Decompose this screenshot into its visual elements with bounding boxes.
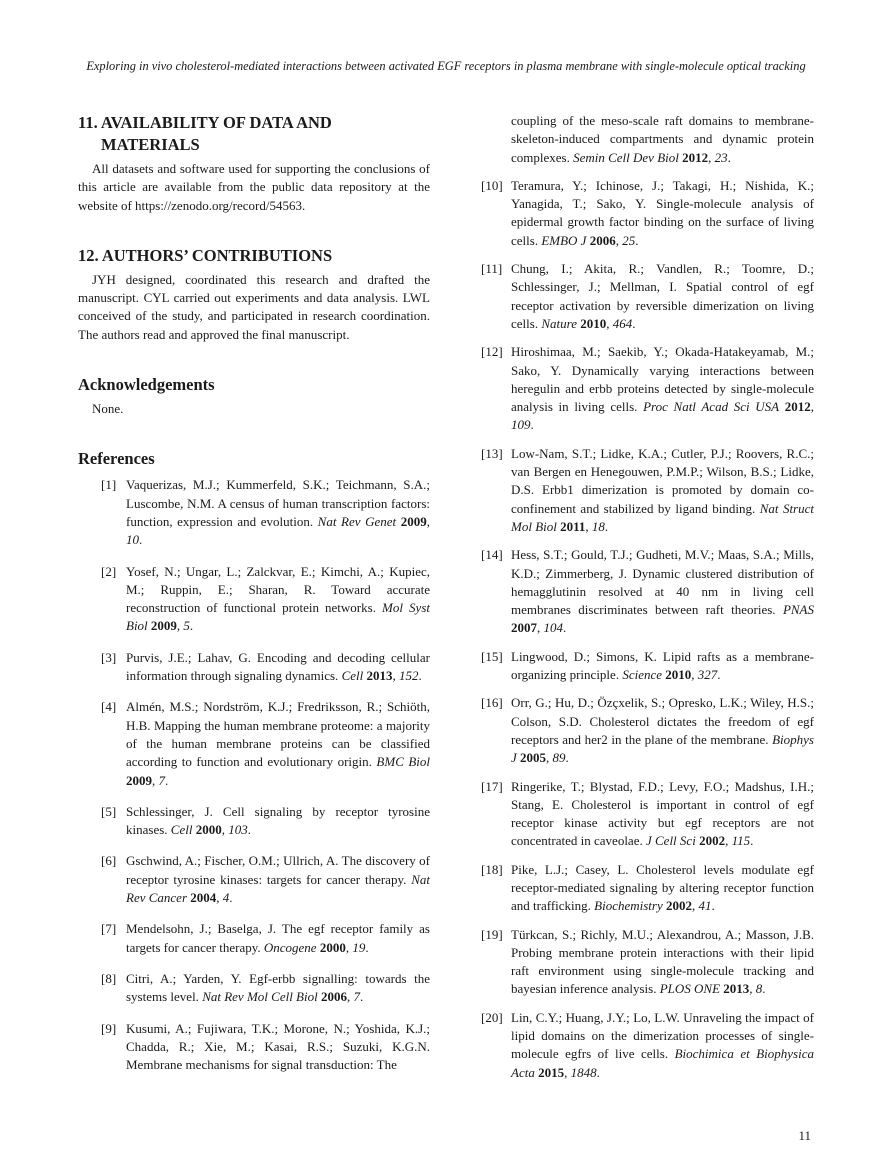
reference-volume: 152 [398,668,419,684]
reference-text: Ringerike, T.; Blystad, F.D.; Levy, F.O.; Madshus, I.H.; Stang, E. Cholesterol is important in control of egf receptor kinase activity but egf receptors are not concentrated in caveolae. [511,778,814,849]
reference-journal: Biochimica et Biophysica Acta [511,1046,814,1080]
reference-volume: 5 [183,618,190,634]
reference-number: [18] [481,861,503,877]
reference-number: [3] [101,649,117,665]
reference-journal: Nat Rev Cancer [126,871,431,906]
reference-text: Hiroshimaa, M.; Saekib, Y.; Okada-Hatakeyamab, M.; Sako, Y. Dynamically varying interactions between heregulin and erbb proteins detected by single-molecule analysis in living cells. [511,344,814,415]
reference-continuation: coupling of the meso-scale raft domains to membrane-skeleton-induced compartments and dynamic protein complexes. Semin Cell Dev Biol 2012, 23. [511,113,814,165]
reference-text: Low-Nam, S.T.; Lidke, K.A.; Cutler, P.J.; Roovers, R.C.; van Bergen en Henegouwen, P.M.P.; Wilson, B.S.; Lidke, D.S. Erbb1 dimerization is promoted by domain co-confinement and stabilized by ligand binding. [511,445,814,516]
reference-number: [8] [101,970,117,986]
references-list-right [481,177,814,1082]
reference-year: 2000 [319,939,346,955]
reference-text: Citri, A.; Yarden, Y. Egf-erbb signalling: towards the systems level. [126,970,430,1005]
reference-journal: Science [622,667,663,683]
reference-number: [2] [101,563,117,579]
reference-item [78,1020,430,1075]
reference-text: Gschwind, A.; Fischer, O.M.; Ullrich, A. The discovery of receptor tyrosine kinases: targets for cancer therapy. [126,853,430,887]
reference-item: [13] Low-Nam, S.T.; Lidke, K.A.; Cutler, P.J.; Roovers, R.C.; van Bergen en Henegouwen, P.M.P.; Wilson, B.S.; Lidke, D.S. Erbb1 dimerization is promoted by domain co-confinement and stabilized by ligand binding. Nat Struct Mol Biol 2011, 18. [481,445,815,534]
reference-year: 2000 [195,822,222,838]
reference-year: 2002 [699,833,726,849]
reference-volume: 4 [222,890,230,906]
reference-text: Orr, G.; Hu, D.; Özçxelik, S.; Opresko, L.K.; Wiley, H.S.; Colson, S.D. Cholesterol dictates the freedom of egf receptors and her2 in the plane of the membrane. [511,695,814,747]
reference-journal: Nat Rev Mol Cell Biol [202,989,318,1005]
reference-item: [17] Ringerike, T.; Blystad, F.D.; Levy, F.O.; Madshus, I.H.; Stang, E. Cholesterol is important in control of egf receptor kinase activity but egf receptors are not concentrated in caveolae. J Cell Sci 2002, 115. [481,778,814,849]
reference-year: 2006 [320,989,347,1005]
reference-year: 2002 [666,898,692,914]
reference-text: Kusumi, A.; Fujiwara, T.K.; Morone, N.; Yoshida, K.J.; Chadda, R.; Xie, M.; Kasai, R.S.; Suzuki, K.G.N. Membrane mechanisms for signal transduction: The [126,1020,430,1073]
reference-item: [16] Orr, G.; Hu, D.; Özçxelik, S.; Opresko, L.K.; Wiley, H.S.; Colson, S.D. Cholesterol dictates the freedom of egf receptors and her2 in the plane of the membrane. Biophys J 2005, 89. [481,695,814,766]
reference-item: [14] Hess, S.T.; Gould, T.J.; Gudheti, M.V.; Maas, S.A.; Mills, K.D.; Zimmerberg, J. Dynamic clustered distribution of hemagglutinin resolved at 40 nm in living cell membranes discriminates between raft theories. PNAS 2007, 104. [481,547,814,636]
reference-number: [19] [481,926,503,942]
reference-text: Hess, S.T.; Gould, T.J.; Gudheti, M.V.; Maas, S.A.; Mills, K.D.; Zimmerberg, J. Dynamic clustered distribution of hemagglutinin resolved at 40 nm in living cell membranes discriminates between raft theories. [511,547,814,618]
reference-volume: 103 [228,822,248,838]
reference-text: Teramura, Y.; Ichinose, J.; Takagi, H.; Nishida, K.; Yanagida, T.; Sako, Y. Single-molecule analysis of epidermal growth factor binding on the surface of living cells. [511,177,814,248]
reference-number: [1] [101,477,117,493]
reference-number: [20] [481,1009,503,1025]
references-list-left [78,476,430,1074]
reference-volume: 104 [543,620,563,636]
reference-journal: Cell [341,668,364,684]
reference-volume: 25 [622,232,636,248]
page-number: 11 [798,1128,811,1143]
section-title-acknowledgements: Acknowledgements [78,375,215,395]
reference-volume: 464 [612,315,633,331]
reference-item: [8] Citri, A.; Yarden, Y. Egf-erbb signalling: towards the systems level. Nat Rev Mol Cell Biol 2006, 7. [101,970,430,1005]
reference-year: 2010 [665,667,692,683]
reference-volume: 41 [698,898,712,914]
reference-text: Schlessinger, J. Cell signaling by receptor tyrosine kinases. [126,803,430,838]
reference-number: [6] [101,853,117,869]
reference-volume: 10 [126,532,139,548]
reference-year: 2010 [580,315,607,331]
reference-volume: 8 [755,981,763,997]
section-title-availability: 11. AVAILABILITY OF DATA AND MATERIALS [78,113,332,154]
reference-item: [5] Schlessinger, J. Cell signaling by receptor tyrosine kinases. Cell 2000, 103. [101,803,430,838]
reference-volume: 19 [352,939,366,955]
reference-volume: 327 [697,667,718,683]
reference-journal: EMBO J [541,232,587,248]
reference-item: [10] Teramura, Y.; Ichinose, J.; Takagi, H.; Nishida, K.; Yanagida, T.; Sako, Y. Single-molecule analysis of epidermal growth factor binding on the surface of living cells. EMBO J 2006, 25. [481,177,814,248]
reference-text: Vaquerizas, M.J.; Kummerfeld, S.K.; Teichmann, S.A.; Luscombe, N.M. A census of human transcription factors: function, expression and evolution. [126,477,430,529]
reference-item: [19] Türkcan, S.; Richly, M.U.; Alexandrou, A.; Masson, J.B. Probing membrane protein interactions with their lipid raft environment using single-molecule tracking and bayesian inference analysis. PLOS ONE 2013, 8. [481,926,814,997]
reference-number: [17] [481,778,503,794]
reference-journal: Semin Cell Dev Biol [573,149,679,165]
reference-journal: Biochemistry [594,898,663,914]
reference-text: Lin, C.Y.; Huang, J.Y.; Lo, L.W. Unraveling the impact of lipid domains on the dimerization processes of single-molecule egfrs of live cells. [511,1009,814,1062]
reference-item: [11] Chung, I.; Akita, R.; Vandlen, R.; Toomre, D.; Schlessinger, J.; Mellman, I. Spatial control of egf receptor activation by reversible dimerization on living cells. Nature 2010, 464. [481,261,814,331]
reference-volume: 18 [591,518,605,534]
reference-item: [15] Lingwood, D.; Simons, K. Lipid rafts as a membrane-organizing principle. Science 2010, 327. [481,648,814,683]
reference-text: Almén, M.S.; Nordström, K.J.; Fredriksson, R.; Schiöth, H.B. Mapping the human membrane proteome: a majority of the human membrane proteins can be classified according to function and evolutionary origin. [126,699,430,770]
reference-item: [4] Almén, M.S.; Nordström, K.J.; Fredriksson, R.; Schiöth, H.B. Mapping the human membrane proteome: a majority of the human membrane proteins can be classified according to function and evolutionary origin. BMC Biol 2009, 7. [101,699,431,788]
reference-year: 2013 [723,981,750,997]
reference-journal: Nat Struct Mol Biol [511,500,815,534]
reference-text: Chung, I.; Akita, R.; Vandlen, R.; Toomre, D.; Schlessinger, J.; Mellman, I. Spatial control of egf receptor activation by reversible dimerization on living cells. [511,261,814,331]
reference-journal: Nature [541,315,577,331]
reference-year: 2007 [511,620,537,636]
reference-year: 2004 [190,890,217,906]
reference-journal: Proc Natl Acad Sci USA [643,399,780,415]
reference-number: [12] [481,344,503,360]
reference-volume: 7 [353,989,360,1005]
reference-year: 2009 [400,513,427,529]
reference-text: Lingwood, D.; Simons, K. Lipid rafts as a membrane-organizing principle. [511,648,814,683]
reference-text: Yosef, N.; Ungar, L.; Zalckvar, E.; Kimchi, A.; Kupiec, M.; Ruppin, E.; Sharan, R. Toward accurate reconstruction of functional protein networks. [126,563,430,616]
reference-text: Mendelsohn, J.; Baselga, J. The egf receptor family as targets for cancer therapy. [126,921,430,955]
section-title-contributions: 12. AUTHORS’ CONTRIBUTIONS [78,245,333,265]
acknowledgements-paragraph: None. [92,401,124,417]
reference-volume: 23 [714,149,728,165]
reference-journal: Oncogene [263,939,317,955]
reference-year: 2005 [520,750,547,766]
reference-number: [5] [101,803,117,819]
reference-journal: Cell [170,822,193,838]
reference-text: coupling of the meso-scale raft domains to membrane-skeleton-induced compartments and dynamic protein complexes. [511,113,814,165]
running-header: Exploring in vivo cholesterol-mediated interactions between activated EGF receptors in plasma membrane with single-molecule optical tracking [86,59,806,73]
reference-item: [7] Mendelsohn, J.; Baselga, J. The egf receptor family as targets for cancer therapy. Oncogene 2000, 19. [101,921,430,955]
reference-number: [4] [101,699,117,715]
contributions-paragraph: JYH designed, coordinated this research and drafted the manuscript. CYL carried out experiments and data analysis. LWL conceived of the study, and participated in research coordination. The authors read and approved the final manuscript. [78,271,430,342]
reference-year: 2009 [150,618,177,634]
reference-text: Purvis, J.E.; Lahav, G. Encoding and decoding cellular information through signaling dynamics. [126,649,430,684]
reference-text: Türkcan, S.; Richly, M.U.; Alexandrou, A.; Masson, J.B. Probing membrane protein interactions with their lipid raft environment using single-molecule tracking and bayesian inference analysis. [511,926,814,997]
reference-year: 2015 [538,1064,565,1080]
reference-volume: 115 [731,833,751,849]
left-column [78,112,430,1087]
reference-item: [20] Lin, C.Y.; Huang, J.Y.; Lo, L.W. Unraveling the impact of lipid domains on the dimerization processes of single-molecule egfrs of live cells. Biochimica et Biophysica Acta 2015, 1848. [481,1009,814,1080]
reference-journal: Biophys J [511,731,814,766]
reference-item: [12] Hiroshimaa, M.; Saekib, Y.; Okada-Hatakeyamab, M.; Sako, Y. Dynamically varying interactions between heregulin and erbb proteins detected by single-molecule analysis in living cells. Proc Natl Acad Sci USA 2012, 109. [481,344,815,433]
reference-volume: 7 [158,772,165,788]
reference-year: 2006 [589,232,616,248]
availability-paragraph: All datasets and software used for supporting the conclusions of this article are available from the public data repository at the website of https://zenodo.org/record/54563. [78,161,430,213]
reference-number: [16] [481,695,503,711]
section-title-references: References [78,449,155,469]
reference-year: 2011 [560,518,586,534]
reference-volume: 109 [511,417,531,433]
reference-number: [15] [481,648,503,664]
reference-journal: Mol Syst Biol [126,600,430,634]
reference-item: [18] Pike, L.J.; Casey, L. Cholesterol levels modulate egf receptor-mediated signaling by altering receptor function and trafficking. Biochemistry 2002, 41. [481,861,814,914]
right-column [481,112,814,1092]
reference-number: [7] [101,921,117,937]
reference-number: [9] [101,1020,117,1036]
reference-item: [2] Yosef, N.; Ungar, L.; Zalckvar, E.; Kimchi, A.; Kupiec, M.; Ruppin, E.; Sharan, R. Toward accurate reconstruction of functional protein networks. Mol Syst Biol 2009, 5. [101,563,430,634]
reference-number: [10] [481,177,503,193]
reference-year: 2012 [784,399,811,415]
reference-item: [3] Purvis, J.E.; Lahav, G. Encoding and decoding cellular information through signaling dynamics. Cell 2013, 152. [101,649,430,684]
reference-volume: 89 [552,750,566,766]
reference-year: 2009 [126,772,152,788]
reference-item: [1] Vaquerizas, M.J.; Kummerfeld, S.K.; Teichmann, S.A.; Luscombe, N.M. A census of human transcription factors: function, expression and evolution. Nat Rev Genet 2009, 10. [101,477,430,548]
reference-text: Pike, L.J.; Casey, L. Cholesterol levels modulate egf receptor-mediated signaling by altering receptor function and trafficking. [511,861,814,914]
reference-journal: PLOS ONE [659,981,721,997]
reference-journal: PNAS [782,602,814,618]
reference-journal: BMC Biol [376,754,431,770]
reference-year: 2012 [682,149,709,165]
reference-number: [11] [481,261,503,277]
reference-journal: J Cell Sci [645,833,696,849]
reference-volume: 1848 [570,1064,597,1080]
reference-number: [13] [481,445,503,461]
reference-journal: Nat Rev Genet [317,513,397,529]
reference-item: [6] Gschwind, A.; Fischer, O.M.; Ullrich, A. The discovery of receptor tyrosine kinases: targets for cancer therapy. Nat Rev Cancer 2004, 4. [101,853,431,906]
reference-year: 2013 [366,668,393,684]
reference-number: [14] [481,547,503,563]
